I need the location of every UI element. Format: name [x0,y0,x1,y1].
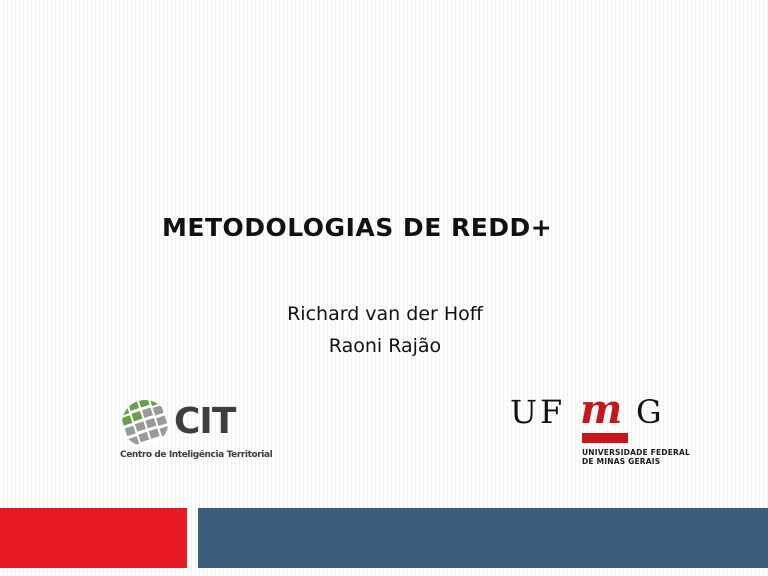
author-list [240,298,530,362]
ufmg-subtitle-line: DE MINAS GERAIS [582,457,661,466]
author-name: Raoni Rajão [328,335,442,357]
cit-logo-subtitle: Centro de Inteligência Territorial [120,450,273,460]
ufmg-logo-bar [582,433,628,443]
ufmg-logo-letters [510,388,666,434]
ufmg-letter: m [580,386,620,433]
author-name: Richard van der Hoff [287,303,483,325]
ufmg-letter: U [510,393,537,431]
slide-title: METODOLOGIAS DE REDD+ [162,213,553,242]
ufmg-letter: F [540,393,563,431]
globe-icon [120,398,170,448]
footer-bar-blue [198,508,768,568]
footer-bar-red [0,508,187,568]
cit-logo [118,396,273,466]
ufmg-subtitle-line: UNIVERSIDADE FEDERAL [582,448,690,457]
ufmg-letter: G [636,393,662,431]
ufmg-logo [508,386,690,468]
ufmg-logo-subtitle [582,448,690,466]
cit-logo-text: CIT [174,401,236,442]
